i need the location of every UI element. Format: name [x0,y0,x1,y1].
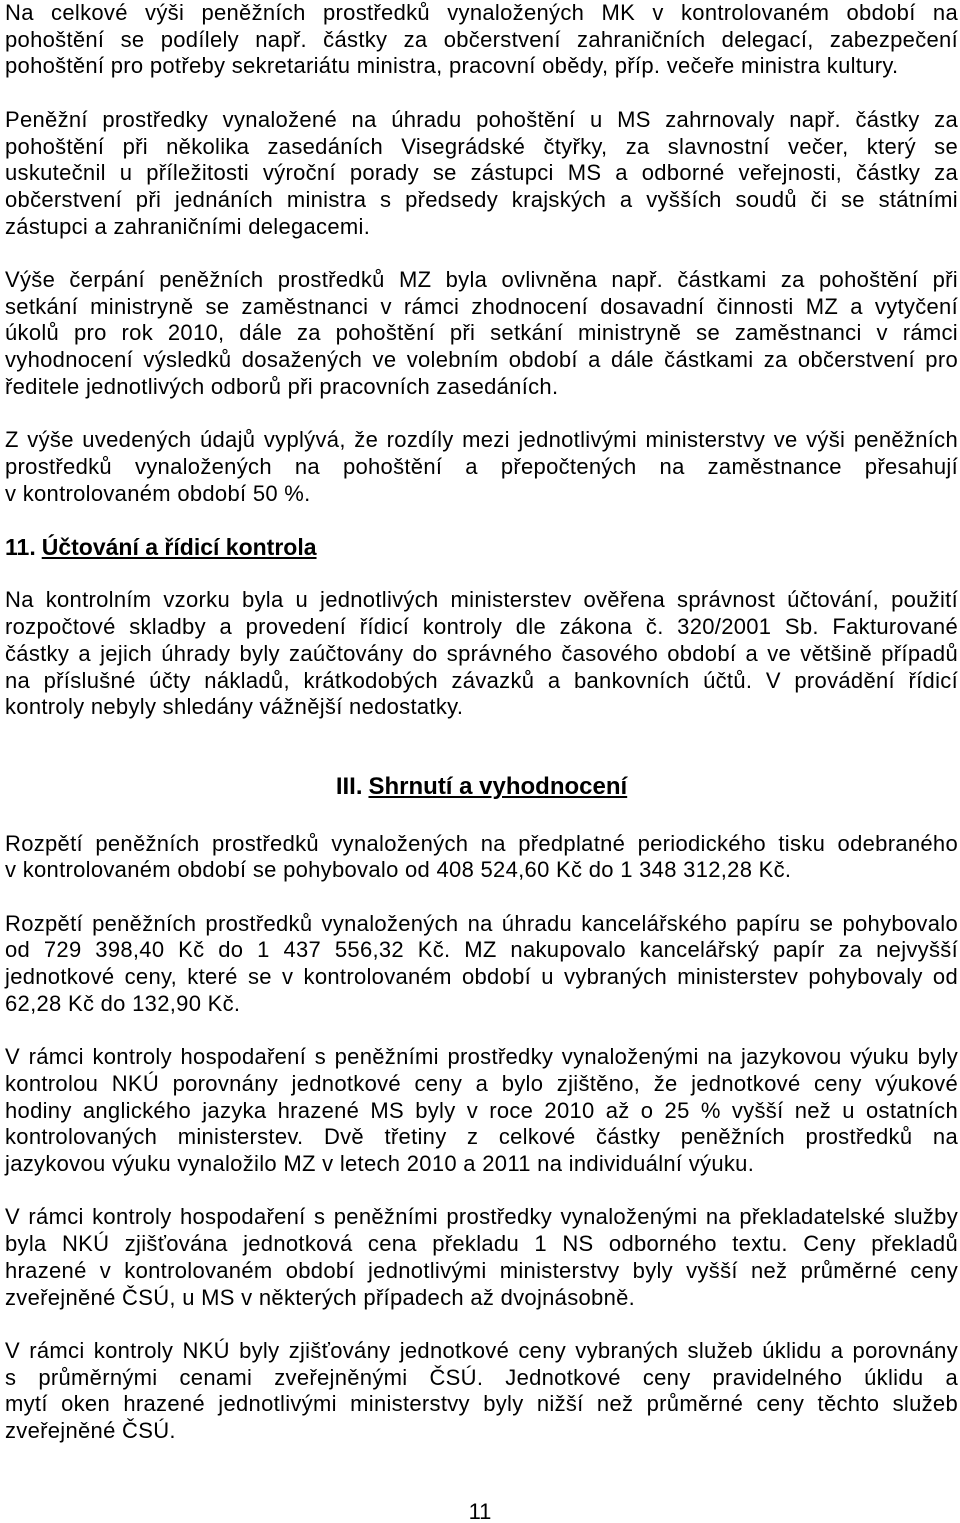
paragraph-jazykova-vyuka [5,1044,958,1178]
text-line: 62,28 Kč do 132,90 Kč. [5,990,241,1016]
paragraph-periodicky-tisk [5,831,958,884]
text-line: setkání ministryně se zaměstnanci v rámci zhodnocení dosavadní činnosti MZ a vytyčení [5,293,958,319]
text-line: jednotkové ceny, které se v kontrolovaném období u vybraných ministerstev pohybovaly od [5,964,958,990]
text-line: Výše čerpání peněžních prostředků MZ byla ovlivněna např. částkami za pohoštění při [5,267,958,292]
text-line: hrazené v kontrolovaném období jednotlivými ministerstvy byly vyšší než průměrné ceny [5,1257,958,1283]
text-line: vyhodnocení výsledků dosažených ve volebním období a dále částkami za občerstvení pro [5,347,958,373]
text-line: občerstvení při jednáních ministra s předsedy krajských a vyšších soudů či se státními [5,186,958,212]
text-line: v kontrolovaném období se pohybovalo od 408 524,60 Kč do 1 348 312,28 Kč. [5,857,792,883]
part-number: III. [335,773,363,801]
text-line: na příslušné účty nákladů, krátkodobých závazků a bankovních účtů. V provádění řídicí [5,667,958,693]
section-number: 11. [5,534,36,560]
section-heading [5,534,958,561]
text-line: v kontrolovaném období 50 %. [5,480,311,506]
paragraph-pohosteni-mk [5,0,958,80]
text-line: pohoštění při několika zasedáních Visegrádské čtyřky, za slavnostní večer, který se [5,133,958,159]
text-line: zveřejněné ČSÚ, u MS v některých případech až dvojnásobně. [5,1284,636,1310]
text-line: Na celkové výši peněžních prostředků vynaložených MK v kontrolovaném období na [5,0,958,25]
paragraph-pohosteni-mz [5,267,958,401]
text-line: kontroly nebyly shledány vážnější nedostatky. [5,694,464,720]
text-line: prostředků vynaložených na pohoštění a přepočtených na zaměstnance přesahují [5,453,958,479]
text-line: jazykovou výuku vynaložilo MZ v letech 2010 a 2011 na individuální výuku. [5,1151,755,1177]
text-line: zástupci a zahraničními delegacemi. [5,213,371,239]
text-line: byla NKÚ zjišťována jednotková cena překladu 1 NS odborného textu. Ceny překladů [5,1231,958,1257]
text-line: kontrolou NKÚ porovnány jednotkové ceny a bylo zjištěno, že jednotkové ceny výukové [5,1070,958,1096]
text-line: mytí oken hrazené jednotlivými ministerstvy byly nižší než průměrné ceny těchto služeb [5,1391,958,1417]
text-line: ředitele jednotlivých odborů při pracovních zasedáních. [5,373,559,399]
document-body [5,0,958,1445]
part-title: Shrnutí a vyhodnocení [368,773,628,801]
text-line: zveřejněné ČSÚ. [5,1418,176,1444]
text-line: Na kontrolním vzorku byla u jednotlivých ministerstev ověřena správnost účtování, použití [5,587,958,613]
text-line: od 729 398,40 Kč do 1 437 556,32 Kč. MZ nakupovalo kancelářský papír za nejvyšší [5,937,958,963]
page-number: 11 [468,1499,492,1523]
part-heading [5,774,958,801]
text-line: pohoštění pro potřeby sekretariátu ministra, pracovní obědy, příp. večeře ministra kultury. [5,53,899,79]
section-title: Účtování a řídicí kontrola [41,534,317,560]
paragraph-prekladatelske-sluzby [5,1204,958,1311]
paragraph-uklid [5,1338,958,1445]
text-line: V rámci kontroly NKÚ byly zjišťovány jednotkové ceny vybraných služeb úklidu a porovnány [5,1337,958,1363]
text-line: uskutečnil u příležitosti výroční porady se zástupci MS a odborné veřejnosti, částky za [5,160,958,186]
paragraph-uctovani [5,587,958,721]
text-line: hodiny anglického jazyka hrazené MS byly v roce 2010 až o 25 % vyšší než u ostatních [5,1097,958,1123]
text-line: úkolů pro rok 2010, dále za pohoštění při setkání ministryně se zaměstnanci v rámci [5,320,958,346]
paragraph-kancelarsky-papir [5,911,958,1018]
text-line: Z výše uvedených údajů vyplývá, že rozdíly mezi jednotlivými ministerstvy ve výši peněžních [5,427,958,453]
text-line: pohoštění se podílely např. částky za občerstvení zahraničních delegací, zabezpečení [5,26,958,52]
text-line: s průměrnými cenami zveřejněnými ČSÚ. Jednotkové ceny pravidelného úklidu a [5,1364,958,1390]
text-line: Peněžní prostředky vynaložené na úhradu pohoštění u MS zahrnovaly např. částky za [5,106,958,132]
text-line: Rozpětí peněžních prostředků vynaložených na předplatné periodického tisku odebraného [5,830,958,856]
text-line: V rámci kontroly hospodaření s peněžními prostředky vynaloženými na překladatelské služby [5,1204,958,1230]
text-line: částky a jejich úhrady byly zaúčtovány do správného časového období a ve většině případů [5,640,958,666]
paragraph-pohosteni-ms [5,107,958,241]
paragraph-pohosteni-summary [5,427,958,507]
text-line: rozpočtové skladby a provedení řídicí kontroly dle zákona č. 320/2001 Sb. Fakturované [5,614,958,640]
text-line: Rozpětí peněžních prostředků vynaložených na úhradu kancelářského papíru se pohybovalo [5,910,958,936]
text-line: V rámci kontroly hospodaření s peněžními prostředky vynaloženými na jazykovou výuku byly [5,1044,958,1070]
text-line: kontrolovaných ministerstev. Dvě třetiny z celkové částky peněžních prostředků na [5,1124,958,1150]
